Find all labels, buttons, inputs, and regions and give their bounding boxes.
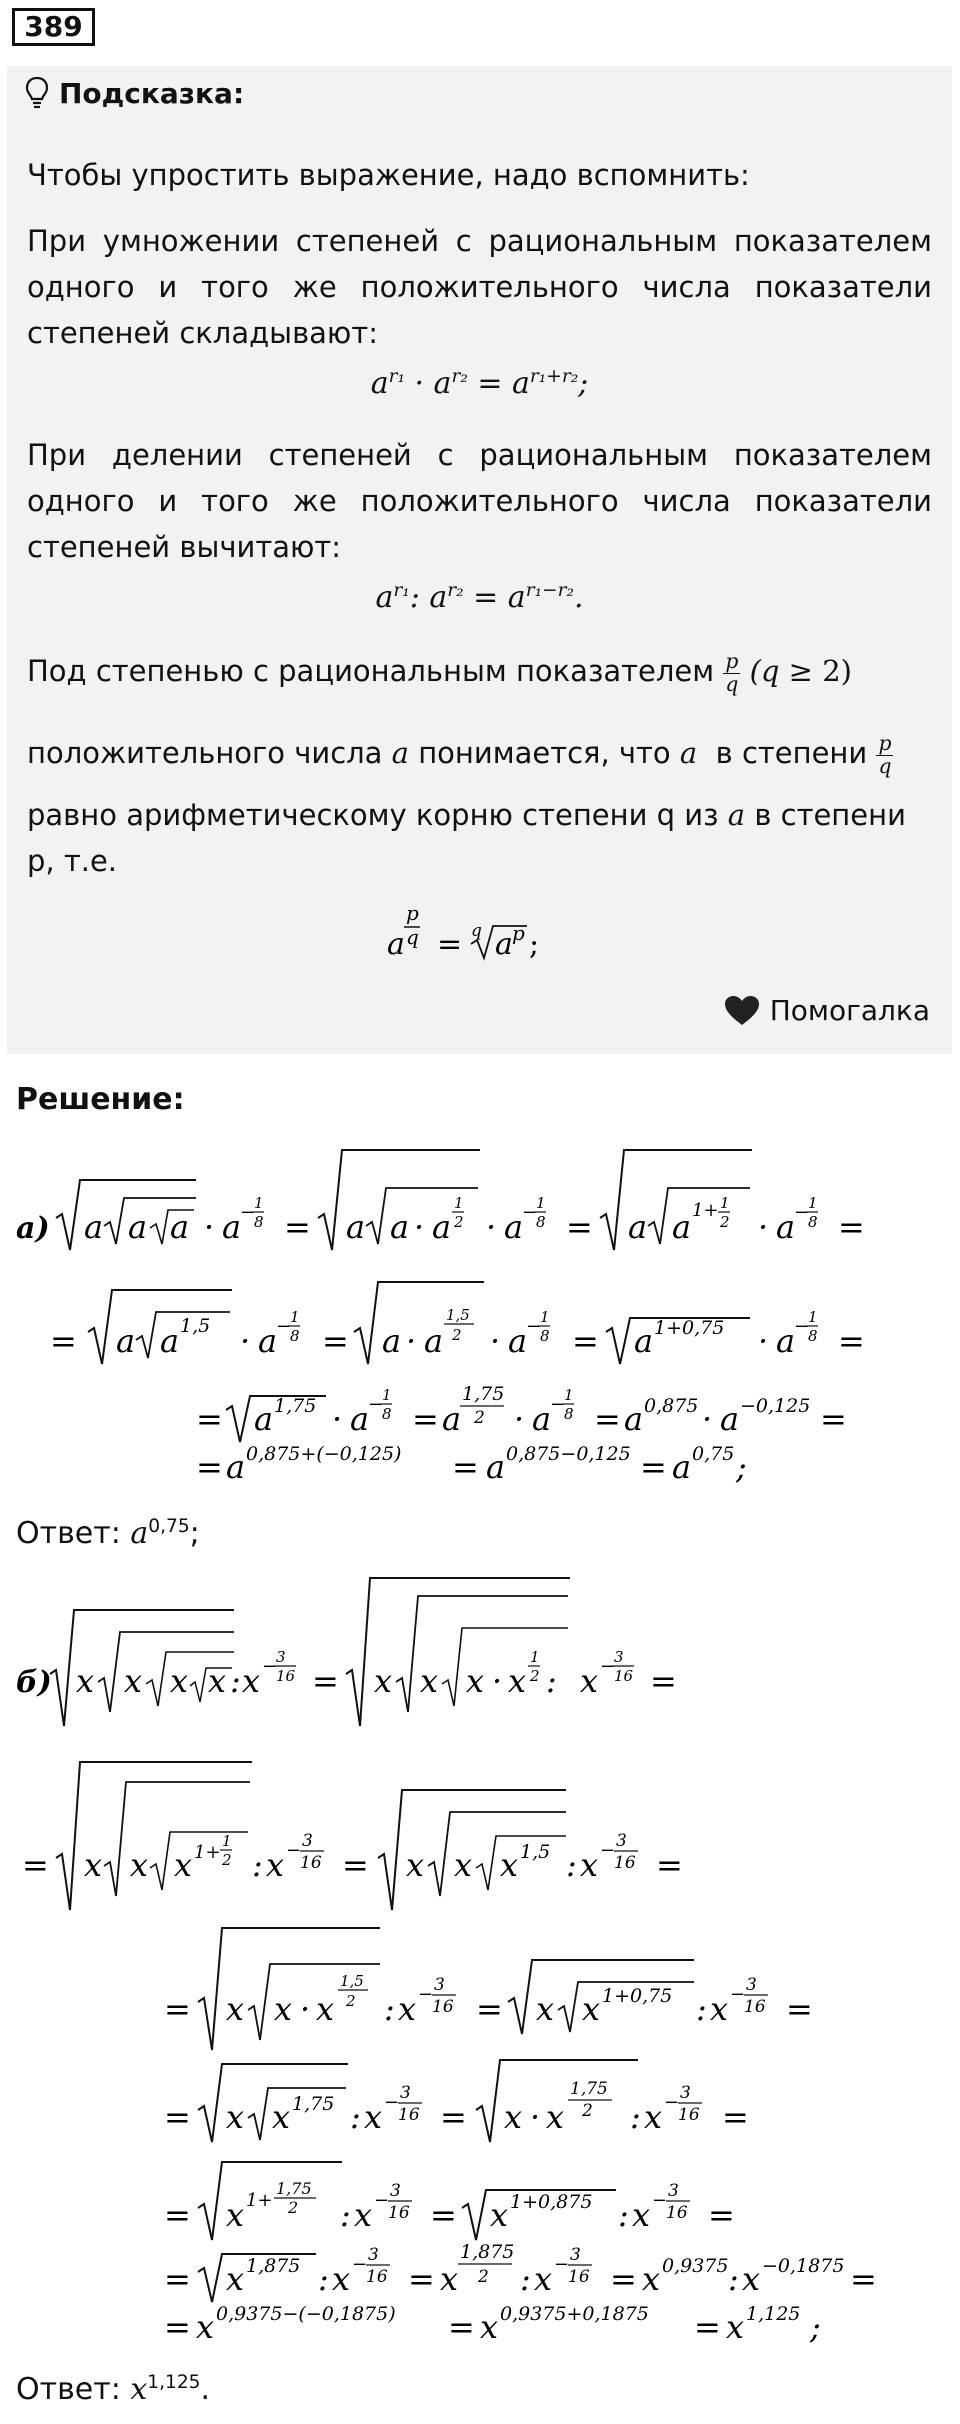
svg-text:a: a (128, 1208, 148, 1246)
svg-text:·: · (332, 1400, 343, 1438)
svg-text:a: a (486, 1448, 506, 1486)
svg-text:16: 16 (366, 2267, 388, 2287)
svg-text:1: 1 (808, 1194, 818, 1212)
svg-text:a: a (432, 1208, 452, 1246)
svg-text:8: 8 (382, 1405, 392, 1423)
svg-text:16: 16 (744, 1997, 766, 2017)
svg-text:3: 3 (570, 2245, 581, 2265)
svg-text:1+: 1+ (692, 1200, 719, 1221)
svg-text:1,5: 1,5 (180, 1315, 211, 1337)
svg-text:=: = (164, 2196, 191, 2234)
svg-text:x: x (580, 1846, 599, 1884)
svg-text:8: 8 (808, 1327, 818, 1345)
svg-text:16: 16 (568, 2267, 590, 2287)
svg-text::: : (566, 1846, 577, 1884)
svg-text:=: = (412, 1400, 439, 1438)
svg-text:16: 16 (432, 1997, 454, 2017)
svg-text:·: · (758, 1322, 769, 1360)
svg-text:a: a (160, 1322, 180, 1360)
svg-text:1,5: 1,5 (340, 1972, 364, 1990)
svg-text:1: 1 (720, 1194, 730, 1212)
svg-text:a: a (84, 1208, 104, 1246)
svg-text:x: x (582, 1990, 601, 2028)
svg-text:x: x (536, 1990, 555, 2028)
svg-text:·: · (530, 2098, 541, 2136)
svg-text:x: x (644, 2098, 663, 2136)
svg-text:3: 3 (616, 1831, 627, 1851)
svg-text:;: ; (529, 927, 540, 962)
svg-text:=: = (594, 1400, 621, 1438)
hint-intro: Чтобы упростить выражение, надо вспомнить: (27, 158, 750, 192)
svg-text:·: · (204, 1208, 215, 1246)
svg-text:2: 2 (454, 1213, 464, 1231)
svg-text:x: x (354, 2196, 373, 2234)
svg-text:x: x (480, 2308, 499, 2346)
svg-text:=: = (452, 1448, 479, 1486)
svg-text:=: = (312, 1662, 339, 1700)
svg-text:1: 1 (536, 1194, 546, 1212)
svg-text:=: = (437, 927, 463, 962)
svg-text:a: a (254, 1400, 274, 1438)
svg-text:a: a (346, 1208, 366, 1246)
svg-text:1: 1 (530, 1648, 540, 1666)
svg-text:q: q (471, 921, 482, 941)
svg-text:−0,1875: −0,1875 (762, 2255, 845, 2277)
hint-rule-div: При делении степеней с рациональным показателем одного и того же положительного числа показатели степеней вычитают: (27, 438, 932, 564)
svg-text:3: 3 (680, 2083, 691, 2103)
svg-text:=: = (640, 1448, 667, 1486)
svg-text::: : (618, 2196, 629, 2234)
svg-text:−: − (730, 1984, 746, 2005)
svg-text:x: x (170, 1662, 189, 1700)
svg-text:−: − (352, 2254, 368, 2275)
svg-text:x: x (266, 1846, 285, 1884)
svg-text:=: = (650, 1662, 677, 1700)
svg-text:2: 2 (720, 1213, 730, 1231)
svg-text:=: = (838, 1208, 865, 1246)
svg-text:8: 8 (536, 1213, 546, 1231)
svg-text:=: = (284, 1208, 311, 1246)
svg-text:0,9375+0,1875: 0,9375+0,1875 (500, 2303, 649, 2325)
svg-text:x: x (742, 2260, 761, 2298)
svg-text:−: − (276, 1316, 292, 1337)
svg-text:3: 3 (400, 2083, 411, 2103)
svg-text:a: a (116, 1322, 136, 1360)
svg-text::: : (350, 2098, 361, 2136)
svg-text:a: a (258, 1322, 278, 1360)
svg-text:x: x (726, 2308, 745, 2346)
svg-text:1: 1 (222, 1832, 232, 1850)
svg-text:a: a (495, 927, 513, 962)
svg-text:x: x (226, 2196, 245, 2234)
svg-text:x: x (710, 1990, 729, 2028)
svg-text:a: a (776, 1208, 796, 1246)
svg-text::: : (318, 2260, 329, 2298)
svg-text:=: = (850, 2260, 877, 2298)
svg-text:3: 3 (614, 1648, 624, 1666)
svg-text:=: = (694, 2308, 721, 2346)
svg-text:=: = (448, 2308, 475, 2346)
svg-text:1: 1 (290, 1308, 300, 1326)
problem-number: 389 (12, 8, 95, 46)
svg-text:a: a (504, 1208, 524, 1246)
svg-text:x: x (504, 2098, 523, 2136)
svg-text:=: = (610, 2260, 637, 2298)
svg-text:−: − (286, 1840, 302, 1861)
svg-text:a: a (508, 1322, 528, 1360)
svg-text:1,75: 1,75 (276, 2179, 312, 2198)
svg-text:16: 16 (388, 2203, 410, 2223)
svg-text:·: · (406, 1322, 417, 1360)
svg-text:·: · (300, 1990, 311, 2028)
svg-text:a: a (382, 1322, 402, 1360)
svg-text:·: · (492, 1662, 503, 1700)
svg-text:a: a (532, 1400, 552, 1438)
svg-text:=: = (164, 2308, 191, 2346)
svg-text:x: x (398, 1990, 417, 2028)
svg-text:16: 16 (614, 1853, 636, 1873)
svg-text:p: p (406, 901, 419, 925)
svg-text:·: · (240, 1322, 251, 1360)
svg-text:−: − (664, 2092, 680, 2113)
svg-text:·: · (486, 1208, 497, 1246)
svg-text:·: · (514, 1400, 525, 1438)
svg-text::: : (520, 2260, 531, 2298)
svg-text:·: · (414, 1208, 425, 1246)
svg-text:1,75: 1,75 (292, 2093, 335, 2115)
svg-text::: : (252, 1846, 263, 1884)
svg-text:=: = (440, 2098, 467, 2136)
svg-text:p: p (512, 921, 525, 945)
answer-a: Ответ: $a^{0,75}$; (16, 1516, 200, 1551)
svg-text:1: 1 (382, 1386, 392, 1404)
svg-text:;: ; (810, 2308, 821, 2346)
svg-text:a: a (226, 1448, 246, 1486)
svg-text:=: = (196, 1400, 223, 1438)
svg-text:x: x (226, 1990, 245, 2028)
svg-text::: : (230, 1662, 241, 1700)
svg-text:a: a (672, 1208, 692, 1246)
hint-title-text: Подсказка: (59, 76, 245, 110)
svg-text:1: 1 (454, 1194, 464, 1212)
svg-text:−: − (554, 2254, 570, 2275)
svg-text:x: x (508, 1662, 527, 1700)
svg-text:8: 8 (564, 1405, 574, 1423)
svg-text::: : (546, 1662, 557, 1700)
svg-text:x: x (454, 1846, 473, 1884)
svg-text:16: 16 (614, 1667, 634, 1685)
svg-text::: : (384, 1990, 395, 2028)
svg-text:·: · (758, 1208, 769, 1246)
formula-div: $a^{r_1}$: $a^{r_2} = a^{r_1-r_2}$. (375, 580, 584, 615)
svg-text:·: · (702, 1400, 713, 1438)
svg-text:0,9375: 0,9375 (662, 2255, 729, 2277)
svg-text:a: a (424, 1322, 444, 1360)
svg-text:3: 3 (434, 1975, 445, 1995)
svg-text:−: − (794, 1202, 810, 1223)
svg-text:=: = (196, 1448, 223, 1486)
svg-text:x: x (196, 2308, 215, 2346)
hint-rule-rational-line2: положительного числа a понимается, что a в степени $\frac{p}{q}$ (27, 731, 892, 778)
svg-text:2: 2 (530, 1667, 540, 1685)
svg-text:3: 3 (668, 2181, 679, 2201)
svg-text:x: x (420, 1662, 439, 1700)
svg-text:1+0,75: 1+0,75 (654, 1317, 725, 1339)
svg-text:=: = (656, 1846, 683, 1884)
svg-text:16: 16 (276, 1667, 296, 1685)
svg-text:3: 3 (390, 2181, 401, 2201)
svg-text:−: − (526, 1316, 542, 1337)
svg-text:0,875: 0,875 (644, 1395, 699, 1417)
svg-text:1,5: 1,5 (446, 1306, 470, 1324)
svg-text:1,75: 1,75 (274, 1395, 317, 1417)
svg-text:16: 16 (666, 2203, 688, 2223)
svg-text:8: 8 (254, 1213, 264, 1231)
svg-text:q: q (406, 925, 419, 949)
svg-text:=: = (708, 2196, 735, 2234)
svg-text:2: 2 (222, 1851, 232, 1869)
formula-mult: $a^{r_1} \cdot a^{r_2} = a^{r_1+r_2}$; (370, 366, 589, 401)
svg-text:a: a (628, 1208, 648, 1246)
svg-text:8: 8 (540, 1327, 550, 1345)
svg-text:1,875: 1,875 (460, 2241, 515, 2263)
svg-text:−: − (522, 1202, 538, 1223)
svg-text:−: − (652, 2190, 668, 2211)
svg-text:1+: 1+ (194, 1842, 221, 1863)
svg-text:x: x (440, 2260, 459, 2298)
svg-text::: : (630, 2098, 641, 2136)
svg-text:=: = (722, 2098, 749, 2136)
svg-text:a: a (634, 1322, 654, 1360)
svg-text:2: 2 (288, 2198, 299, 2217)
svg-text:x: x (374, 1662, 393, 1700)
svg-text:a: a (624, 1400, 644, 1438)
svg-text:2: 2 (582, 2101, 593, 2121)
svg-text:1,75: 1,75 (462, 1383, 505, 1405)
answer-b: Ответ: $x^{1,125}$. (16, 2372, 211, 2407)
svg-text:3: 3 (746, 1975, 757, 1995)
svg-text:a: a (442, 1400, 462, 1438)
svg-text:3: 3 (368, 2245, 379, 2265)
svg-text:−: − (240, 1202, 256, 1223)
svg-text:x: x (642, 2260, 661, 2298)
svg-text:−: − (262, 1656, 278, 1677)
svg-text:−: − (374, 2190, 390, 2211)
svg-text:x: x (406, 1846, 425, 1884)
label-b: б) (16, 1665, 52, 1700)
svg-text:−: − (550, 1394, 566, 1415)
solution-header: Решение: (16, 1082, 185, 1117)
svg-text:0,75: 0,75 (692, 1443, 735, 1465)
svg-text:x: x (274, 1990, 293, 2028)
svg-text:−: − (600, 1840, 616, 1861)
svg-text::: : (696, 1990, 707, 2028)
svg-text:1+: 1+ (246, 2190, 273, 2211)
svg-text:=: = (22, 1846, 49, 1884)
svg-text:=: = (342, 1846, 369, 1884)
svg-text:=: = (572, 1322, 599, 1360)
svg-text:x: x (226, 2098, 245, 2136)
svg-text:−0,125: −0,125 (740, 1395, 811, 1417)
svg-text:a: a (672, 1448, 692, 1486)
svg-text:16: 16 (300, 1853, 322, 1873)
svg-text:2: 2 (478, 2267, 489, 2287)
svg-text:0,9375−(−0,1875): 0,9375−(−0,1875) (216, 2303, 396, 2325)
svg-text:x: x (466, 1662, 485, 1700)
svg-text:x: x (226, 2260, 245, 2298)
svg-text:=: = (408, 2260, 435, 2298)
svg-text:2: 2 (346, 1992, 356, 2010)
svg-text:1: 1 (254, 1194, 264, 1212)
svg-text:−: − (600, 1656, 616, 1677)
svg-text:x: x (534, 2260, 553, 2298)
svg-text:x: x (332, 2260, 351, 2298)
hint-rule-rational-line3: равно арифметическому корню степени q из a в степени р, т.е. (27, 798, 906, 878)
svg-text:=: = (838, 1322, 865, 1360)
svg-text:8: 8 (808, 1213, 818, 1231)
svg-text:a: a (387, 927, 405, 962)
svg-text::: : (340, 2196, 351, 2234)
svg-text:a: a (720, 1400, 740, 1438)
svg-text:a: a (222, 1208, 242, 1246)
svg-text:x: x (580, 1662, 599, 1700)
svg-text:=: = (164, 1990, 191, 2028)
svg-text:1: 1 (540, 1308, 550, 1326)
svg-text:=: = (786, 1990, 813, 2028)
svg-text:;: ; (736, 1448, 747, 1486)
svg-text:x: x (76, 1662, 95, 1700)
svg-text:=: = (322, 1322, 349, 1360)
svg-text:=: = (430, 2196, 457, 2234)
svg-text:2: 2 (452, 1326, 462, 1344)
svg-text:1,5: 1,5 (520, 1841, 551, 1863)
svg-text:3: 3 (276, 1648, 286, 1666)
svg-text:a: a (350, 1400, 370, 1438)
svg-text:1+0,875: 1+0,875 (510, 2191, 593, 2213)
svg-text:1: 1 (808, 1308, 818, 1326)
svg-text:x: x (272, 2098, 291, 2136)
svg-text:x: x (208, 1662, 227, 1700)
footer-label: Помогалка (769, 994, 930, 1027)
svg-text:3: 3 (302, 1831, 313, 1851)
svg-text:=: = (476, 1990, 503, 2028)
svg-text:a: a (170, 1208, 190, 1246)
svg-text:x: x (130, 1846, 149, 1884)
svg-text:−: − (418, 1984, 434, 2005)
svg-text:2: 2 (474, 1408, 485, 1428)
svg-text:x: x (500, 1846, 519, 1884)
svg-text:1: 1 (564, 1386, 574, 1404)
label-a: а) (16, 1211, 50, 1246)
hint-rule-rational-line1: Под степенью с рациональным показателем $\frac{p}{q}$ (q ≥ 2) (27, 649, 852, 696)
svg-text:x: x (632, 2196, 651, 2234)
svg-text:a: a (390, 1208, 410, 1246)
svg-text:1,75: 1,75 (570, 2079, 608, 2099)
svg-text:x: x (242, 1662, 261, 1700)
svg-text:=: = (164, 2098, 191, 2136)
svg-text:=: = (164, 2260, 191, 2298)
svg-text:x: x (364, 2098, 383, 2136)
svg-text:·: · (490, 1322, 501, 1360)
svg-text:16: 16 (398, 2105, 420, 2125)
svg-text:x: x (124, 1662, 143, 1700)
svg-text:x: x (490, 2196, 509, 2234)
svg-text:−: − (368, 1394, 384, 1415)
svg-text:−: − (384, 2092, 400, 2113)
svg-text:0,875+(−0,125): 0,875+(−0,125) (246, 1443, 402, 1465)
svg-text:x: x (174, 1846, 193, 1884)
svg-text:0,875−0,125: 0,875−0,125 (506, 1443, 631, 1465)
svg-text:a: a (776, 1322, 796, 1360)
hint-rule-mult: При умножении степеней с рациональным показателем одного и того же положительного числа показатели степеней складывают: (27, 224, 932, 350)
svg-text:x: x (546, 2098, 565, 2136)
svg-text::: : (728, 2260, 739, 2298)
svg-text:=: = (820, 1400, 847, 1438)
svg-text:8: 8 (290, 1327, 300, 1345)
svg-text:−: − (794, 1316, 810, 1337)
svg-text:x: x (316, 1990, 335, 2028)
svg-text:1+0,75: 1+0,75 (602, 1985, 673, 2007)
svg-text:1,125: 1,125 (746, 2303, 801, 2325)
svg-text:16: 16 (678, 2105, 700, 2125)
svg-text:=: = (50, 1322, 77, 1360)
svg-text:1,875: 1,875 (246, 2255, 301, 2277)
svg-text:=: = (566, 1208, 593, 1246)
svg-text:x: x (84, 1846, 103, 1884)
